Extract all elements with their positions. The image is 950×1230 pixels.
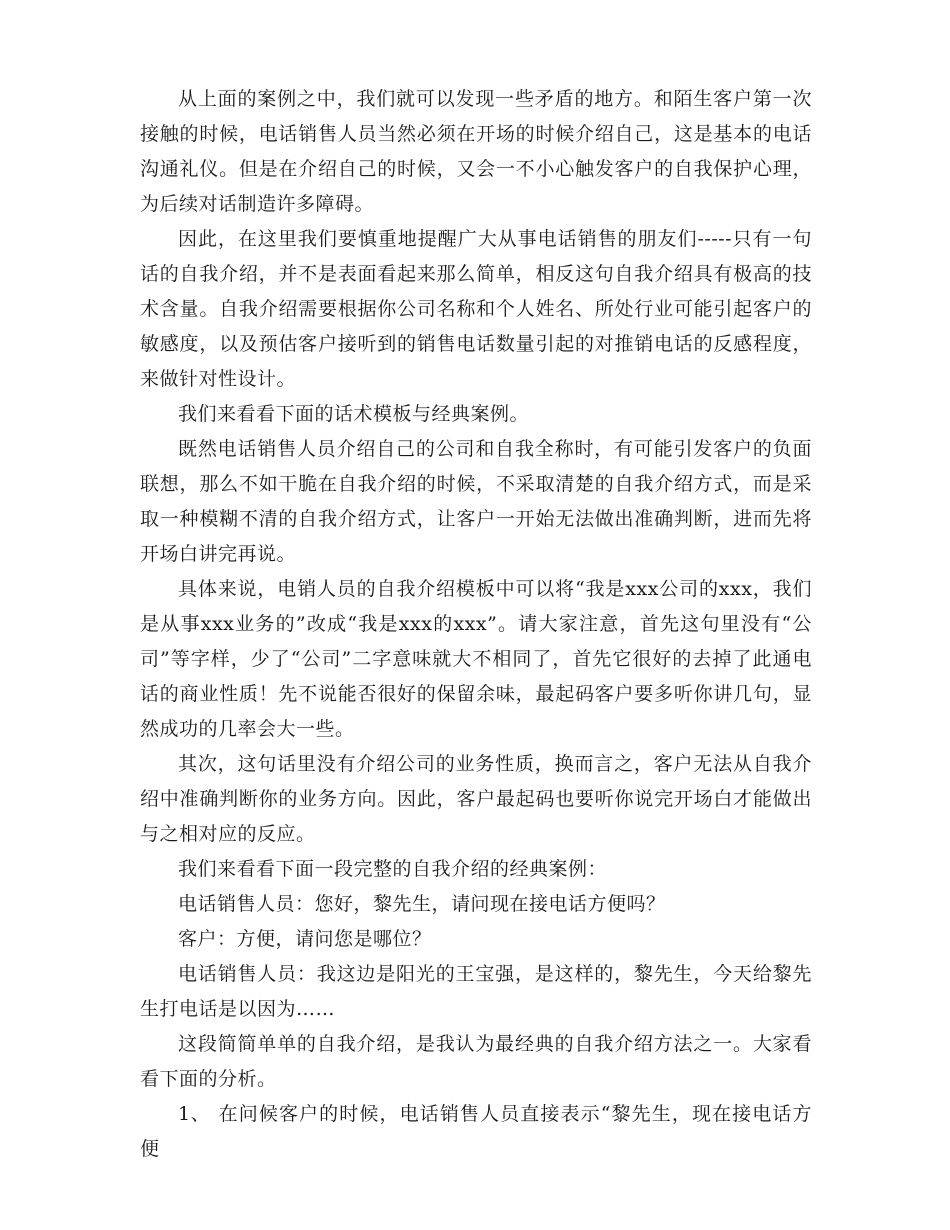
paragraph-6: 其次，这句话里没有介绍公司的业务性质，换而言之，客户无法从自我介绍中准确判断你的业务方向。因此，客户最起码也要听你说完开场白才能做出与之相对应的反应。 [140, 753, 812, 845]
paragraph-8: 这段简简单单的自我介绍，是我认为最经典的自我介绍方法之一。大家看看下面的分析。 [140, 1033, 812, 1090]
paragraph-4: 既然电话销售人员介绍自己的公司和自我全称时，有可能引发客户的负面联想，那么不如干脆在自我介绍的时候，不采取清楚的自我介绍方式，而是采取一种模糊不清的自我介绍方式，让客户一开始无法做出准确判断，进而先将开场白讲完再说。 [140, 438, 812, 565]
paragraph-5: 具体来说，电销人员的自我介绍模板中可以将“我是xxx公司的xxx，我们是从事xxx业务的”改成“我是xxx的xxx”。请大家注意，首先这句里没有“公司”等字样，少了“公司”二字意味就大不相同了，首先它很好的去掉了此通电话的商业性质！先不说能否很好的保留余味，最起码客户要多听你讲几句，显然成功的几率会大一些。 [140, 578, 812, 740]
dialogue-line-2: 客户：方便，请问您是哪位？ [178, 928, 432, 950]
paragraph-2: 因此，在这里我们要慎重地提醒广大从事电话销售的朋友们-----只有一句话的自我介绍，并不是表面看起来那么简单，相反这句自我介绍具有极高的技术含量。自我介绍需要根据你公司名称和个人姓名、所处行业可能引起客户的敏感度，以及预估客户接听到的销售电话数量引起的对推销电话的反感程度，来做针对性设计。 [140, 228, 812, 390]
document-body [140, 82, 812, 1167]
paragraph-3: 我们来看看下面的话术模板与经典案例。 [178, 403, 530, 425]
paragraph-1: 从上面的案例之中，我们就可以发现一些矛盾的地方。和陌生客户第一次接触的时候，电话销售人员当然必须在开场的时候介绍自己，这是基本的电话沟通礼仪。但是在介绍自己的时候，又会一不小心触发客户的自我保护心理，为后续对话制造许多障碍。 [140, 88, 812, 215]
list-item-text: 在问候客户的时候，电话销售人员直接表示“黎先生，现在接电话方便 [140, 1103, 812, 1160]
dialogue-line-3: 电话销售人员：我这边是阳光的王宝强，是这样的，黎先生，今天给黎先生打电话是以因为…… [140, 963, 812, 1020]
paragraph-7: 我们来看看下面一段完整的自我介绍的经典案例： [178, 858, 608, 880]
list-item-number: 1、 [178, 1103, 211, 1125]
dialogue-line-1: 电话销售人员：您好，黎先生，请问现在接电话方便吗？ [178, 893, 666, 915]
list-item-1 [140, 1097, 812, 1167]
